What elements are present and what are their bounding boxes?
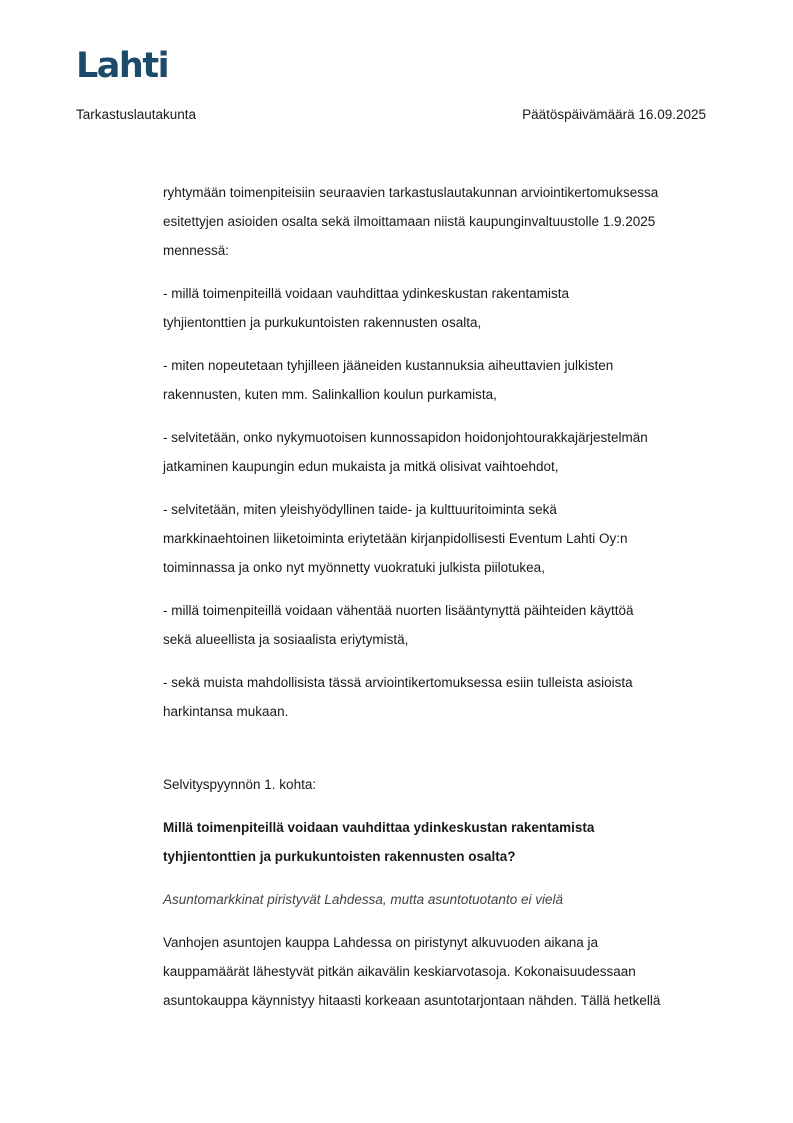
bullet-line: toiminnassa ja onko nyt myönnetty vuokratuki julkista piilotukea, <box>163 560 545 575</box>
bullet-item <box>163 495 723 582</box>
intro-line: esitettyjen asioiden osalta sekä ilmoittamaan niistä kaupunginvaltuustolle 1.9.2025 <box>163 214 656 229</box>
intro-paragraph <box>163 178 723 265</box>
bullet-line: - millä toimenpiteillä voidaan vauhdittaa ydinkeskustan rakentamista <box>163 286 569 301</box>
bullet-line: - sekä muista mahdollisista tässä arviointikertomuksessa esiin tulleista asioista <box>163 675 633 690</box>
section-spacer <box>163 740 723 770</box>
bullet-item <box>163 279 723 337</box>
bullet-item <box>163 596 723 654</box>
bullet-line: rakennusten, kuten mm. Salinkallion koulun purkamista, <box>163 387 497 402</box>
intro-line: mennessä: <box>163 243 230 258</box>
subheading-text: Asuntomarkkinat piristyvät Lahdessa, mutta asuntotuotanto ei vielä <box>163 892 563 907</box>
bullet-line: - selvitetään, onko nykymuotoisen kunnossapidon hoidonjohtourakkajärjestelmän <box>163 430 648 445</box>
bullet-line: - miten nopeutetaan tyhjilleen jääneiden kustannuksia aiheuttavien julkisten <box>163 358 614 373</box>
logo-text: Lahti <box>76 46 168 82</box>
lahti-logo <box>76 46 168 82</box>
question-line: Millä toimenpiteillä voidaan vauhdittaa ydinkeskustan rakentamista <box>163 820 595 835</box>
paragraph-line: asuntokauppa käynnistyy hitaasti korkeaan asuntotarjontaan nähden. Tällä hetkellä <box>163 993 661 1008</box>
section-label-text: Selvityspyynnön 1. kohta: <box>163 777 317 792</box>
organization-name: Tarkastuslautakunta <box>76 107 197 122</box>
section-subheading <box>163 885 723 914</box>
bullet-line: - millä toimenpiteillä voidaan vähentää nuorten lisääntynyttä päihteiden käyttöä <box>163 603 634 618</box>
paragraph-line: kauppamäärät lähestyvät pitkän aikavälin keskiarvotasoja. Kokonaisuudessaan <box>163 964 636 979</box>
document-body <box>163 178 723 1029</box>
bullet-line: tyhjientonttien ja purkukuntoisten rakennusten osalta, <box>163 315 482 330</box>
section-paragraph <box>163 928 723 1015</box>
bullet-line: jatkaminen kaupungin edun mukaista ja mitkä olisivat vaihtoehdot, <box>163 459 559 474</box>
paragraph-line: Vanhojen asuntojen kauppa Lahdessa on piristynyt alkuvuoden aikana ja <box>163 935 599 950</box>
bullet-line: sekä alueellista ja sosiaalista eriytymistä, <box>163 632 409 647</box>
bullet-line: harkintansa mukaan. <box>163 704 289 719</box>
intro-line: ryhtymään toimenpiteisiin seuraavien tarkastuslautakunnan arviointikertomuksessa <box>163 185 659 200</box>
bullet-line: markkinaehtoinen liiketoiminta eriytetään kirjanpidollisesti Eventum Lahti Oy:n <box>163 531 628 546</box>
bullet-item <box>163 423 723 481</box>
bullet-item <box>163 351 723 409</box>
bullet-line: - selvitetään, miten yleishyödyllinen taide- ja kulttuuritoiminta sekä <box>163 502 557 517</box>
section-label <box>163 770 723 799</box>
bullet-item <box>163 668 723 726</box>
section-question <box>163 813 723 871</box>
decision-date: Päätöspäivämäärä 16.09.2025 <box>522 107 706 122</box>
question-line: tyhjientonttien ja purkukuntoisten rakennusten osalta? <box>163 849 516 864</box>
